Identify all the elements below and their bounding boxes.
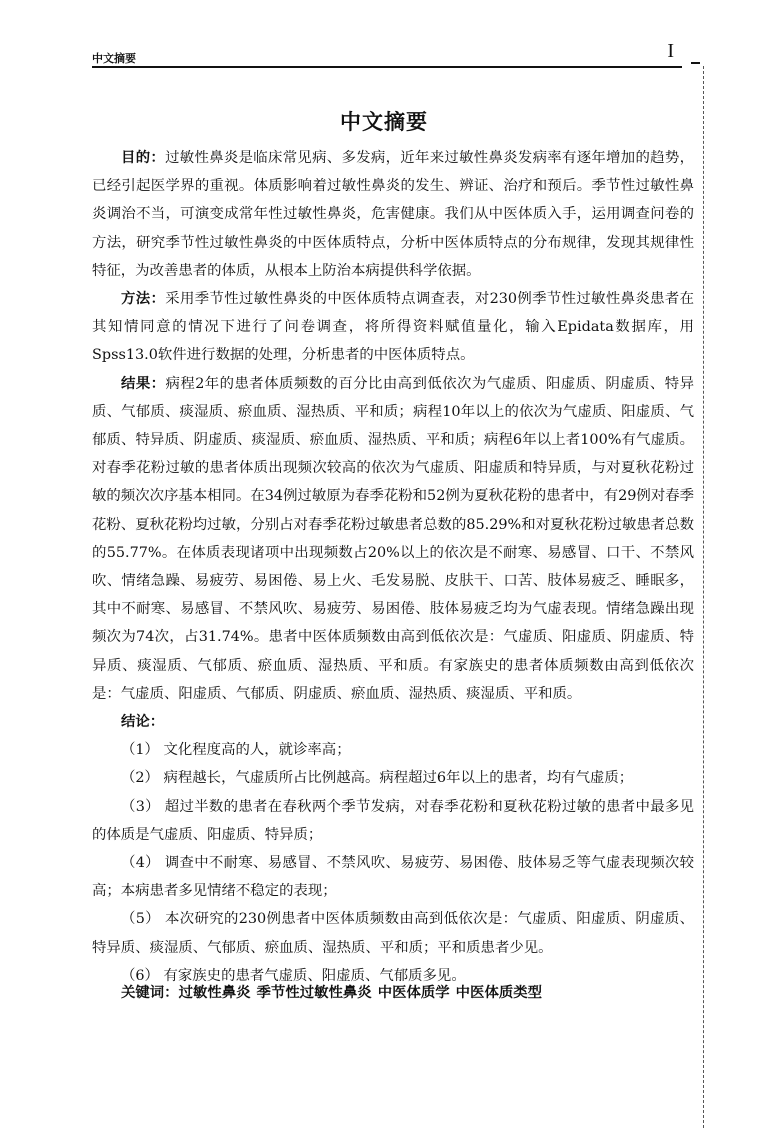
page-margin-line (703, 66, 704, 1128)
page-number: I (667, 40, 674, 62)
keywords-label: 关键词： (121, 985, 179, 1001)
header-rule (92, 66, 682, 68)
header-label: 中文摘要 (92, 52, 136, 65)
keywords-line (121, 981, 691, 1002)
conclusion-heading (92, 708, 694, 736)
conclusion-item: （5） 本次研究的230例患者中医体质频数由高到低依次是：气虚质、阳虚质、阴虚质、特异质、痰湿质、气郁质、瘀血质、湿热质、平和质；平和质患者少见。 (92, 911, 694, 956)
objective-text: 过敏性鼻炎是临床常见病、多发病，近年来过敏性鼻炎发病率有逐年增加的趋势，已经引起医学界的重视。体质影响着过敏性鼻炎的发生、辨证、治疗和预后。季节性过敏性鼻炎调治不当，可演变成常年性过敏性鼻炎，危害健康。我们从中医体质入手，运用调查问卷的方法，研究季节性过敏性鼻炎的中医体质特点，分析中医体质特点的分布规律，发现其规律性特征，为改善患者的体质，从根本上防治本病提供科学依据。 (92, 150, 694, 279)
objective-paragraph (92, 144, 694, 285)
method-text: 采用季节性过敏性鼻炎的中医体质特点调查表，对230例季节性过敏性鼻炎患者在其知情同意的情况下进行了问卷调查，将所得资料赋值量化，输入Epidata数据库，用Spss13.0软件进行数据的处理，分析患者的中医体质特点。 (92, 291, 694, 364)
conclusion-item: （4） 调查中不耐寒、易感冒、不禁风吹、易疲劳、易困倦、肢体易乏等气虚表现频次较高；本病患者多见情绪不稳定的表现； (92, 855, 694, 900)
header-tick-mark (691, 62, 700, 64)
keyword: 季节性过敏性鼻炎 (256, 985, 372, 1001)
conclusion-item: （6） 有家族史的患者气虚质、阳虚质、气郁质多见。 (121, 967, 466, 984)
results-paragraph (92, 370, 694, 708)
keyword: 中医体质学 (377, 985, 450, 1001)
method-label: 方法： (121, 291, 166, 308)
conclusion-item: （1） 文化程度高的人，就诊率高； (121, 742, 351, 759)
results-text: 病程2年的患者体质频数的百分比由高到低依次为气虚质、阳虚质、阴虚质、特异质、气郁质、痰湿质、瘀血质、湿热质、平和质；病程10年以上的依次为气虚质、阳虚质、气郁质、特异质、阴虚质、痰湿质、瘀血质、湿热质、平和质；病程6年以上者100%有气虚质。对春季花粉过敏的患者体质出现频次较高的依次为气虚质、阳虚质和特异质，与对夏秋花粉过敏的频次次序基本相同。在34例过敏原为春季花粉和52例为夏秋花粉的患者中，有29例对春季花粉、夏秋花粉均过敏，分别占对春季花粉过敏患者总数的85.29%和对夏秋花粉过敏患者总数的55.77%。在体质表现诸项中出现频数占20%以上的依次是不耐寒、易感冒、口干、不禁风吹、情绪急躁、易疲劳、易困倦、易上火、毛发易脱、皮肤干、口苦、肢体易疲乏、睡眠多，其中不耐寒、易感冒、不禁风吹、易疲劳、易困倦、肢体易疲乏均为气虚表现。情绪急躁出现频次为74次，占31.74%。患者中医体质频数由高到低依次是：气虚质、阳虚质、阴虚质、特异质、痰湿质、气郁质、瘀血质、湿热质、平和质。有家族史的患者体质频数由高到低依次是：气虚质、阳虚质、气郁质、阴虚质、瘀血质、湿热质、痰湿质、平和质。 (92, 375, 694, 702)
method-paragraph (92, 285, 694, 370)
objective-label: 目的： (121, 150, 166, 166)
keyword: 过敏性鼻炎 (178, 985, 251, 1001)
abstract-body (92, 144, 694, 990)
page-title: 中文摘要 (340, 110, 428, 134)
running-header (92, 40, 700, 66)
results-label: 结果： (121, 375, 166, 392)
conclusion-label: 结论： (121, 714, 165, 731)
conclusion-item: （3） 超过半数的患者在春秋两个季节发病，对春季花粉和夏秋花粉过敏的患者中最多见的体质是气虚质、阳虚质、特异质； (92, 798, 694, 843)
keyword: 中医体质类型 (455, 985, 543, 1001)
conclusion-item: （2） 病程越长，气虚质所占比例越高。病程超过6年以上的患者，均有气虚质； (121, 770, 634, 787)
